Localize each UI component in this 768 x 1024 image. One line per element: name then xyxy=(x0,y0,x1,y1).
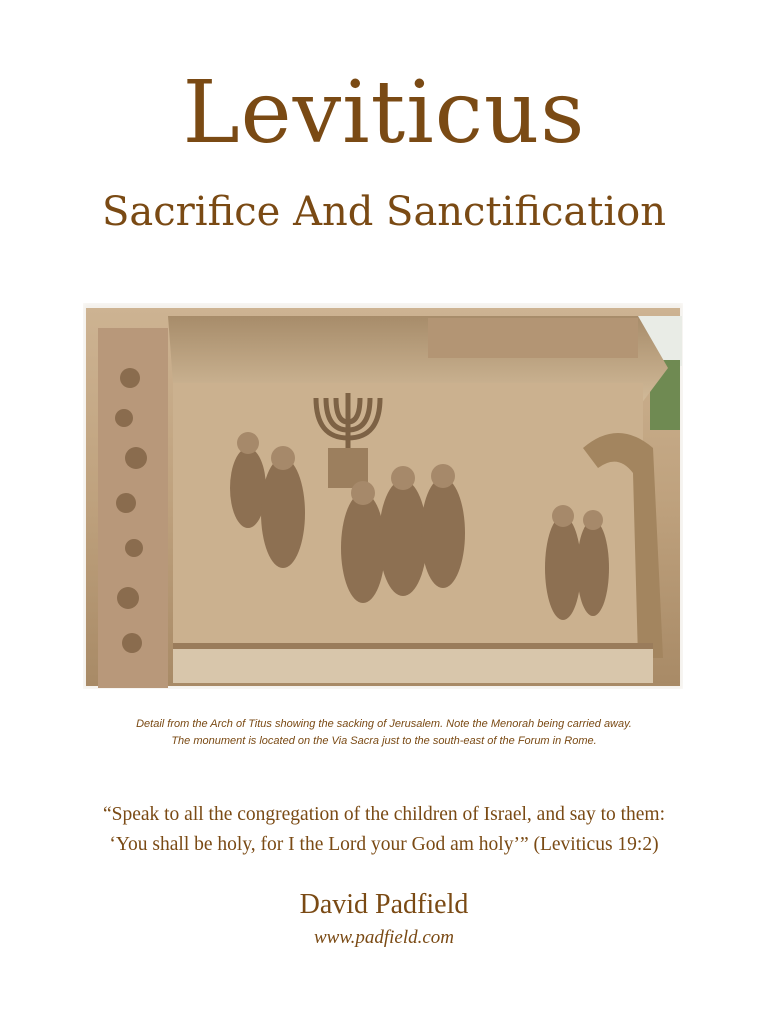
quote-line-1: “Speak to all the congregation of the children of Israel, and say to them: xyxy=(102,804,666,825)
arch-of-titus-photo xyxy=(78,298,688,694)
caption-line-2: The monument is located on the Via Sacra just to the south-east of the Forum in Rome. xyxy=(171,735,597,747)
book-subtitle: Sacrifice And Sanctification xyxy=(102,189,666,235)
arch-relief-illustration xyxy=(78,298,688,694)
scripture-quote xyxy=(0,800,768,860)
author-name: David Padfield xyxy=(299,889,469,920)
caption-line-1: Detail from the Arch of Titus showing the sacking of Jerusalem. Note the Menorah being carried away. xyxy=(136,718,632,730)
website-link[interactable]: www.padfield.com xyxy=(313,927,455,948)
quote-line-2: ‘You shall be holy, for I the Lord your God am holy’” (Leviticus 19:2) xyxy=(109,834,659,855)
photo-caption xyxy=(0,716,768,750)
book-title: Leviticus xyxy=(182,63,586,163)
